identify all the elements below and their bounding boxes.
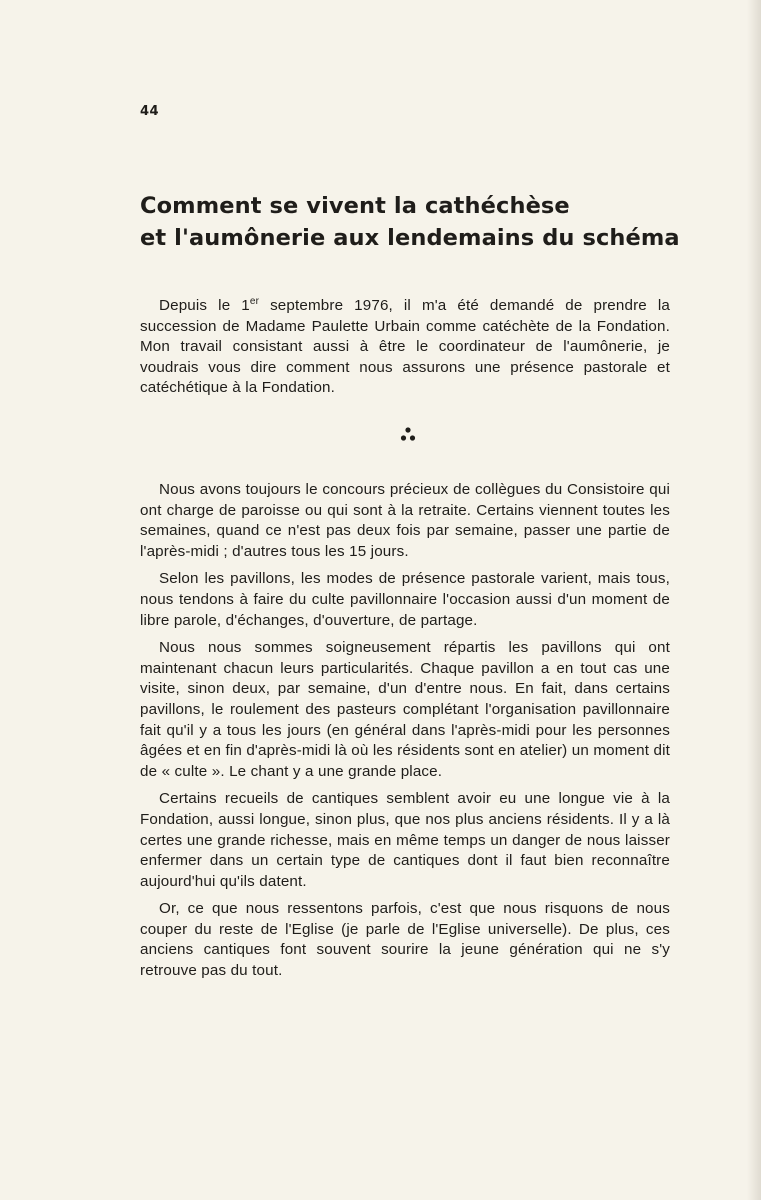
page-edge-shadow: [747, 0, 761, 1200]
intro-paragraph: [140, 296, 670, 399]
intro-superscript: er: [249, 296, 260, 307]
article-title: [140, 190, 680, 254]
paragraph: Certains recueils de cantiques semblent avoir eu une longue vie à la Fondation, aussi longue, sinon plus, que nos plus anciens résidents. Il y a là certes une grande richesse, mais en même temps un danger de nous laisser enfermer dans un certain type de cantiques dont il faut bien reconnaître aujourd'hui qu'ils datent.: [140, 790, 670, 890]
article-title-line-1: Comment se vivent la cathéchèse: [140, 193, 570, 219]
intro-text-start: Depuis le 1: [159, 297, 250, 314]
article-title-line-2: et l'aumônerie aux lendemains du schéma: [140, 225, 680, 251]
asterism-icon: [393, 425, 423, 447]
body-text: [140, 480, 670, 989]
paragraph: Selon les pavillons, les modes de présence pastorale varient, mais tous, nous tendons à faire du culte pavillonnaire l'occasion aussi d'un moment de libre parole, d'échanges, d'ouverture, de partage.: [140, 570, 670, 629]
paragraph: Nous avons toujours le concours précieux de collègues du Consistoire qui ont charge de paroisse ou qui sont à la retraite. Certains viennent toutes les semaines, quand ce n'est pas deux fois par semaine, passer une partie de l'après-midi ; d'autres tous les 15 jours.: [140, 481, 670, 560]
intro-text-rest: septembre 1976, il m'a été demandé de prendre la succession de Madame Paulette Urbain comme catéchète de la Fondation. Mon travail consistant aussi à être le coordinateur de l'aumônerie, je voudrais vous dire comment nous assurons une présence pastorale et catéchétique à la Fondation.: [140, 297, 670, 397]
paragraph: Nous nous sommes soigneusement répartis les pavillons qui ont maintenant chacun leurs particularités. Chaque pavillon a en tout cas une visite, sinon deux, par semaine, d'un d'entre nous. En fait, dans certains pavillons, le roulement des pasteurs complétant l'organisation pavillonnaire fait qu'il y a tous les jours (en général dans l'après-midi pour les personnes âgées et en fin d'après-midi là où les résidents sont en atelier) un moment dit de « culte ». Le chant y a une grande place.: [140, 639, 670, 780]
page-number: 44: [140, 104, 160, 119]
paragraph: Or, ce que nous ressentons parfois, c'est que nous risquons de nous couper du reste de l'Eglise (je parle de l'Eglise universelle). De plus, ces anciens cantiques font souvent sourire la jeune génération qui ne s'y retrouve pas du tout.: [140, 900, 670, 980]
